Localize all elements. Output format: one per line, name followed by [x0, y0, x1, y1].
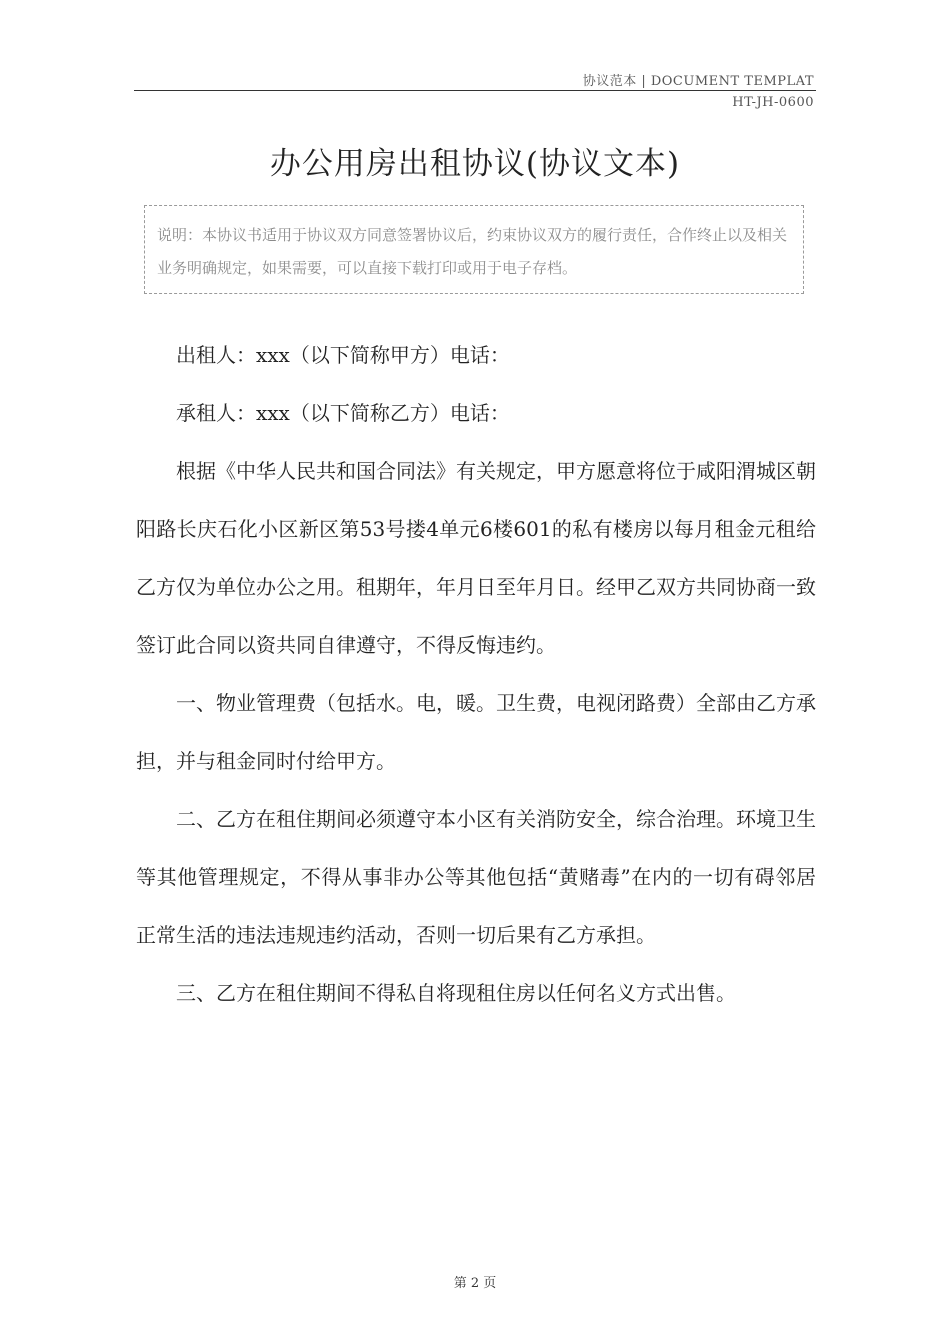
paragraph-clause-2: 二、乙方在租住期间必须遵守本小区有关消防安全，综合治理。环境卫生等其他管理规定，不得从事非办公等其他包括“黄赌毒”在内的一切有碍邻居正常生活的违法违规违约活动，否则一切后果有乙方承担。 — [136, 807, 816, 947]
paragraph-clause-1: 一、物业管理费（包括水。电，暖。卫生费，电视闭路费）全部由乙方承担，并与租金同时付给甲方。 — [136, 691, 816, 773]
document-title: 办公用房出租协议(协议文本) — [269, 146, 681, 182]
document-code: HT-JH-0600 — [732, 95, 814, 110]
paragraph-lessor: 出租人：xxx（以下简称甲方）电话： — [176, 343, 510, 367]
description-box: 说明：本协议书适用于协议双方同意签署协议后，约束协议双方的履行责任，合作终止以及相关业务明确规定，如果需要，可以直接下载打印或用于电子存档。 — [144, 205, 804, 294]
document-body — [136, 326, 816, 1022]
page-number: 第 2 页 — [453, 1276, 497, 1291]
paragraph-clause-3: 三、乙方在租住期间不得私自将现租住房以任何名义方式出售。 — [176, 981, 736, 1005]
header-label: 协议范本 | DOCUMENT TEMPLAT — [582, 74, 814, 89]
paragraph-lessee: 承租人：xxx（以下简称乙方）电话： — [176, 401, 510, 425]
paragraph-preamble: 根据《中华人民共和国合同法》有关规定，甲方愿意将位于咸阳渭城区朝阳路长庆石化小区新区第53号搂4单元6楼601的私有楼房以每月租金元租给乙方仅为单位办公之用。租期年，年月日至年月日。经甲乙双方共同协商一致签订此合同以资共同自律遵守，不得反悔违约。 — [136, 459, 816, 657]
header-divider — [134, 90, 816, 91]
